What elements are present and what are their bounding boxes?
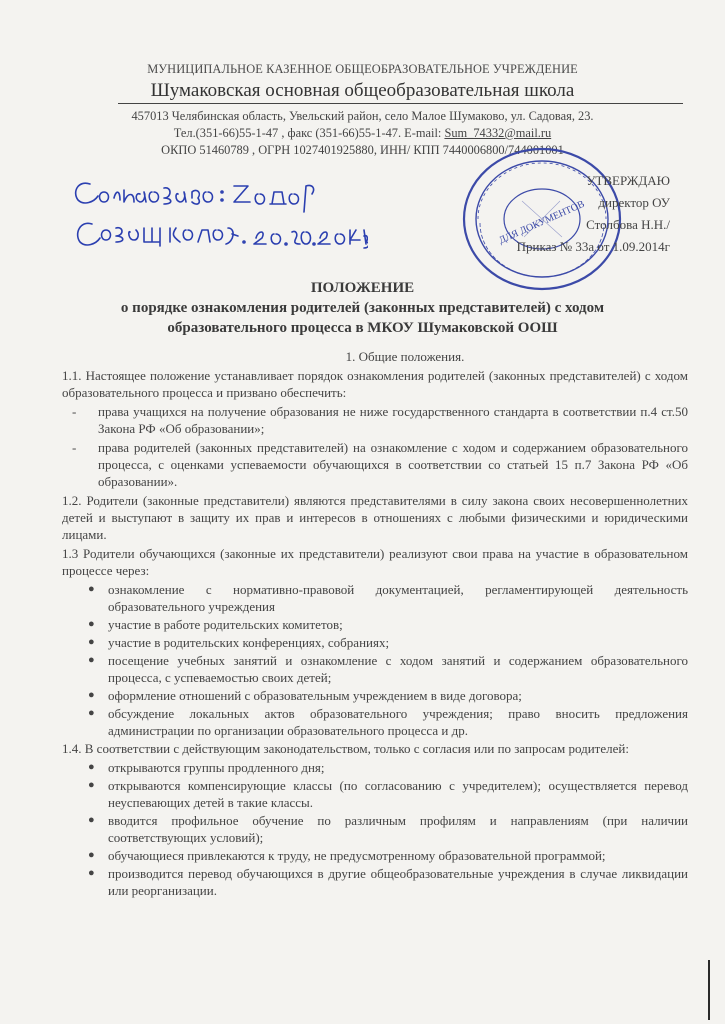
list-item: ● вводится профильное обучение по различным профилям и направлениям (при наличии соответствующих условий); <box>88 813 688 845</box>
address-line: 457013 Челябинская область, Увельский район, село Малое Шумаково, ул. Садовая, 23. <box>131 109 594 123</box>
title-line-2: о порядке ознакомления родителей (законных представителей) с ходом <box>120 300 605 316</box>
handwritten-signature <box>68 168 368 258</box>
approval-order: Приказ № 33а от 1.09.2014г <box>516 239 670 254</box>
list-item-text: открываются группы продленного дня; <box>108 760 325 775</box>
list-item: ● производится перевод обучающихся в другие общеобразовательные учреждения в случае ликвидации или реорганизации. <box>88 866 688 898</box>
approval-position: директор ОУ <box>598 195 670 210</box>
list-item-text: открываются компенсирующие классы (по согласованию с учредителем); осуществляется перевод неуспевающих детей в такие классы. <box>108 778 688 810</box>
list-item: ● обсуждение локальных актов образовательного учреждения; право вносить предложения администрации по организации образовательного процесса и др. <box>88 706 688 738</box>
list-item-text: вводится профильное обучение по различным профилям и направлениям (при наличии соответствующих условий); <box>108 813 688 845</box>
list-item-text: посещение учебных занятий и ознакомление с ходом занятий и содержанием образовательного процесса, с успеваемостью своих детей; <box>108 653 688 685</box>
list-item: ● участие в работе родительских комитетов; <box>88 617 343 632</box>
list-item-text: обсуждение локальных актов образовательного учреждения; право вносить предложения администрации по организации образовательного процесса и др. <box>108 706 688 738</box>
letterhead <box>0 62 725 102</box>
list-item: - права родителей (законных представителей) на ознакомление с ходом и содержанием образовательного процесса, с оценками успеваемости обучающихся в соответствии со статьей 15 п.7 Закона РФ «Об образовании». <box>72 440 688 489</box>
document-title <box>0 278 725 338</box>
list-item: ● оформление отношений с образовательным учреждением в виде договора; <box>88 688 522 703</box>
list-item-text: участие в работе родительских комитетов; <box>108 617 343 632</box>
paragraph-1-2: 1.2. Родители (законные представители) являются представителями в силу закона своих несовершеннолетних детей и выступают в защиту их прав и интересов в отношениях с любыми физическими и юридическими лицами. <box>62 493 688 542</box>
approval-block <box>440 170 670 258</box>
list-item-text: ознакомление с нормативно-правовой документацией, регламентирующей деятельность образовательного учреждения <box>108 582 688 614</box>
list-item-text: права родителей (законных представителей) на ознакомление с ходом и содержанием образовательного процесса, с оценками успеваемости обучающихся в соответствии со статьей 15 п.7 Закона РФ «Об образовании». <box>98 440 688 489</box>
paragraph-1-1: 1.1. Настоящее положение устанавливает порядок ознакомления родителей (законных представителей) с ходом образовательного процесса и призвано обеспечить: <box>62 368 688 400</box>
scan-edge-mark <box>708 960 710 1020</box>
header-divider <box>118 103 683 104</box>
email-link: Sum_74332@mail.ru <box>444 126 552 140</box>
paragraph-1-3: 1.3 Родители обучающихся (законные их представители) реализуют свои права на участие в образовательном процессе через: <box>62 546 688 578</box>
list-item-text: оформление отношений с образовательным учреждением в виде договора; <box>108 688 522 703</box>
list-item: ● участие в родительских конференциях, собраниях; <box>88 635 390 650</box>
document-body <box>62 348 688 900</box>
list-item: ● ознакомление с нормативно-правовой документацией, регламентирующей деятельность образовательного учреждения <box>88 582 688 614</box>
stamp-text: ДЛЯ ДОКУМЕНТОВ <box>497 198 587 247</box>
list-item: ● открываются компенсирующие классы (по согласованию с учредителем); осуществляется перевод неуспевающих детей в такие классы. <box>88 778 688 810</box>
title-line-1: ПОЛОЖЕНИЕ <box>310 280 415 296</box>
title-line-3: образовательного процесса в МКОУ Шумаковской ООШ <box>167 320 558 336</box>
list-item: ● посещение учебных занятий и ознакомление с ходом занятий и содержанием образовательного процесса, с успеваемостью своих детей; <box>88 653 688 685</box>
phone-line: Тел.(351-66)55-1-47 , факс (351-66)55-1-47. E-mail: <box>173 126 445 140</box>
list-item-text: права учащихся на получение образования не ниже государственного стандарта в соответствии п.4 ст.50 Закона РФ «Об образовании»; <box>98 404 688 436</box>
paragraph-1-4: 1.4. В соответствии с действующим законодательством, только с согласия или по запросам родителей: <box>62 741 629 756</box>
list-item-text: участие в родительских конференциях, собраниях; <box>108 635 390 650</box>
list-item-text: обучающиеся привлекаются к труду, не предусмотренному образовательной программой; <box>108 848 606 863</box>
list-item: ● открываются группы продленного дня; <box>88 760 325 775</box>
list-item: - права учащихся на получение образования не ниже государственного стандарта в соответствии п.4 ст.50 Закона РФ «Об образовании»; <box>72 404 688 436</box>
approval-word: УТВЕРЖДАЮ <box>586 173 670 188</box>
codes-line: ОКПО 51460789 , ОГРН 1027401925880, ИНН/ КПП 7440006800/744001001 <box>161 143 564 157</box>
org-line-2: Шумаковская основная общеобразовательная школа <box>150 80 575 101</box>
list-item-text: производится перевод обучающихся в другие общеобразовательные учреждения в случае ликвидации или реорганизации. <box>108 866 688 898</box>
section-heading: 1. Общие положения. <box>345 349 465 364</box>
org-line-1: МУНИЦИПАЛЬНОЕ КАЗЕННОЕ ОБЩЕОБРАЗОВАТЕЛЬНОЕ УЧРЕЖДЕНИЕ <box>147 62 578 76</box>
approval-name: Столбова Н.Н./ <box>586 217 670 232</box>
list-item: ● обучающиеся привлекаются к труду, не предусмотренному образовательной программой; <box>88 848 606 863</box>
